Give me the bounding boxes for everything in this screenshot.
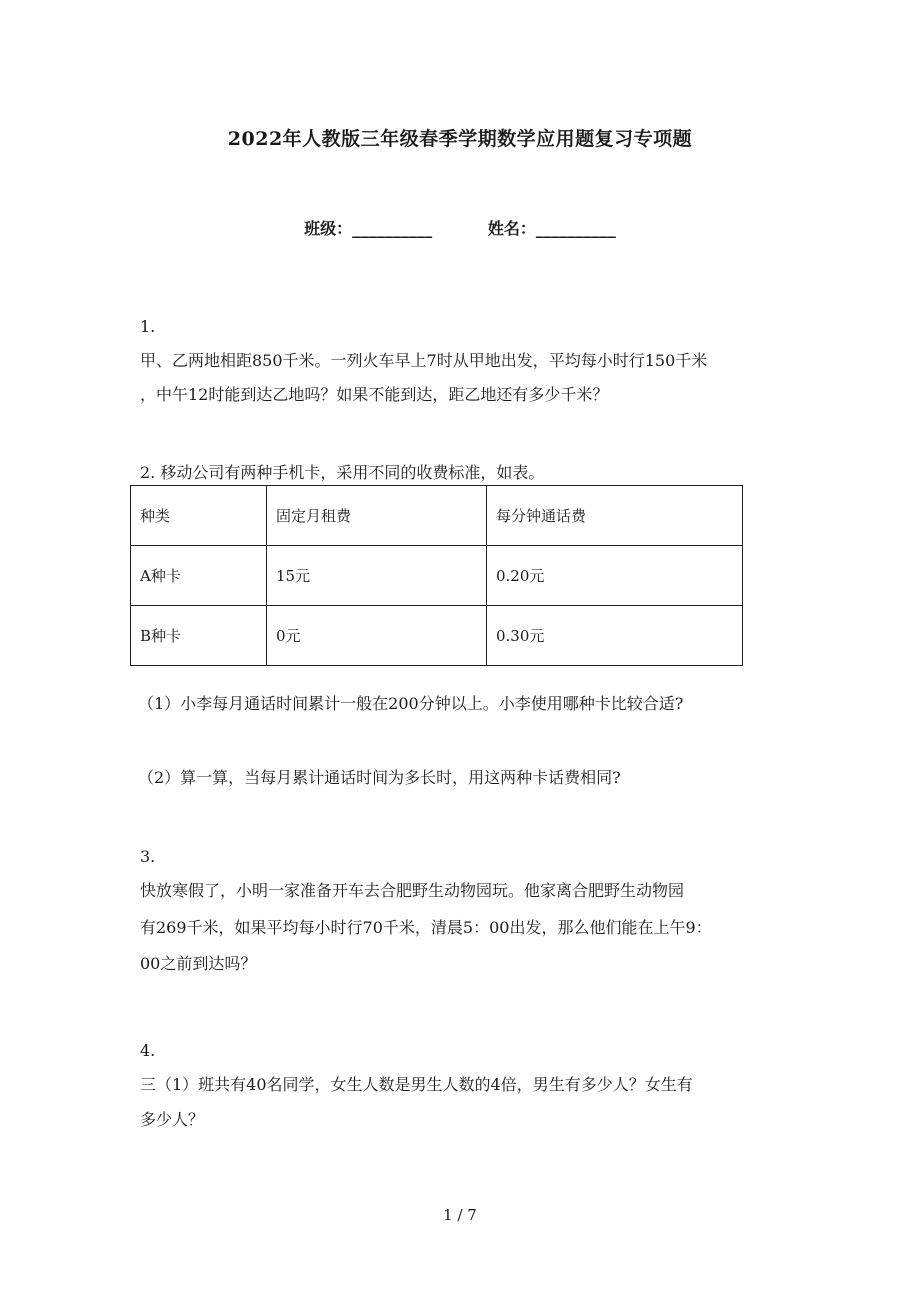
q4-line: 三（1）班共有40名同学，女生人数是男生人数的4倍，男生有多少人？女生有 (140, 1075, 693, 1094)
q3-line: 有269千米，如果平均每小时行70千米，清晨5：00出发，那么他们能在上午9： (140, 918, 712, 937)
table-header-row (131, 486, 743, 546)
q3-number: 3. (140, 847, 156, 866)
fee-table (130, 485, 743, 666)
table-cell: 0.20元 (487, 546, 743, 606)
q2-sub2: （2）算一算，当每月累计通话时间为多长时，用这两种卡话费相同? (138, 768, 621, 787)
q1-line: ，中午12时能到达乙地吗？如果不能到达，距乙地还有多少千米？ (140, 385, 609, 404)
name-blank: __________ (535, 219, 616, 238)
student-info (0, 216, 920, 239)
table-row (131, 546, 743, 606)
table-header-cell: 种类 (131, 486, 267, 546)
table-cell: A种卡 (131, 546, 267, 606)
table-header-cell: 固定月租费 (267, 486, 487, 546)
class-label: 班级： (304, 219, 353, 238)
class-blank: __________ (352, 219, 433, 238)
q2-intro: 2. 移动公司有两种手机卡，采用不同的收费标准，如表。 (140, 463, 545, 482)
q3-line: 00之前到达吗？ (140, 954, 257, 973)
q4-number: 4. (140, 1041, 156, 1060)
q1-line: 甲、乙两地相距850千米。一列火车早上7时从甲地出发，平均每小时行150千米 (140, 351, 708, 370)
table-cell: 0.30元 (487, 606, 743, 666)
table-cell: 15元 (267, 546, 487, 606)
page-number: 1 / 7 (443, 1206, 477, 1224)
table-cell: 0元 (267, 606, 487, 666)
name-label: 姓名： (487, 219, 536, 238)
q4-line: 多少人？ (140, 1110, 205, 1129)
page-title: 2022年人教版三年级春季学期数学应用题复习专项题 (227, 128, 693, 150)
q1-number: 1. (140, 317, 156, 336)
table-cell: B种卡 (131, 606, 267, 666)
table-header-cell: 每分钟通话费 (487, 486, 743, 546)
table-row (131, 606, 743, 666)
q3-line: 快放寒假了，小明一家准备开车去合肥野生动物园玩。他家离合肥野生动物园 (140, 881, 685, 900)
q2-sub1: （1）小李每月通话时间累计一般在200分钟以上。小李使用哪种卡比较合适? (138, 694, 684, 713)
